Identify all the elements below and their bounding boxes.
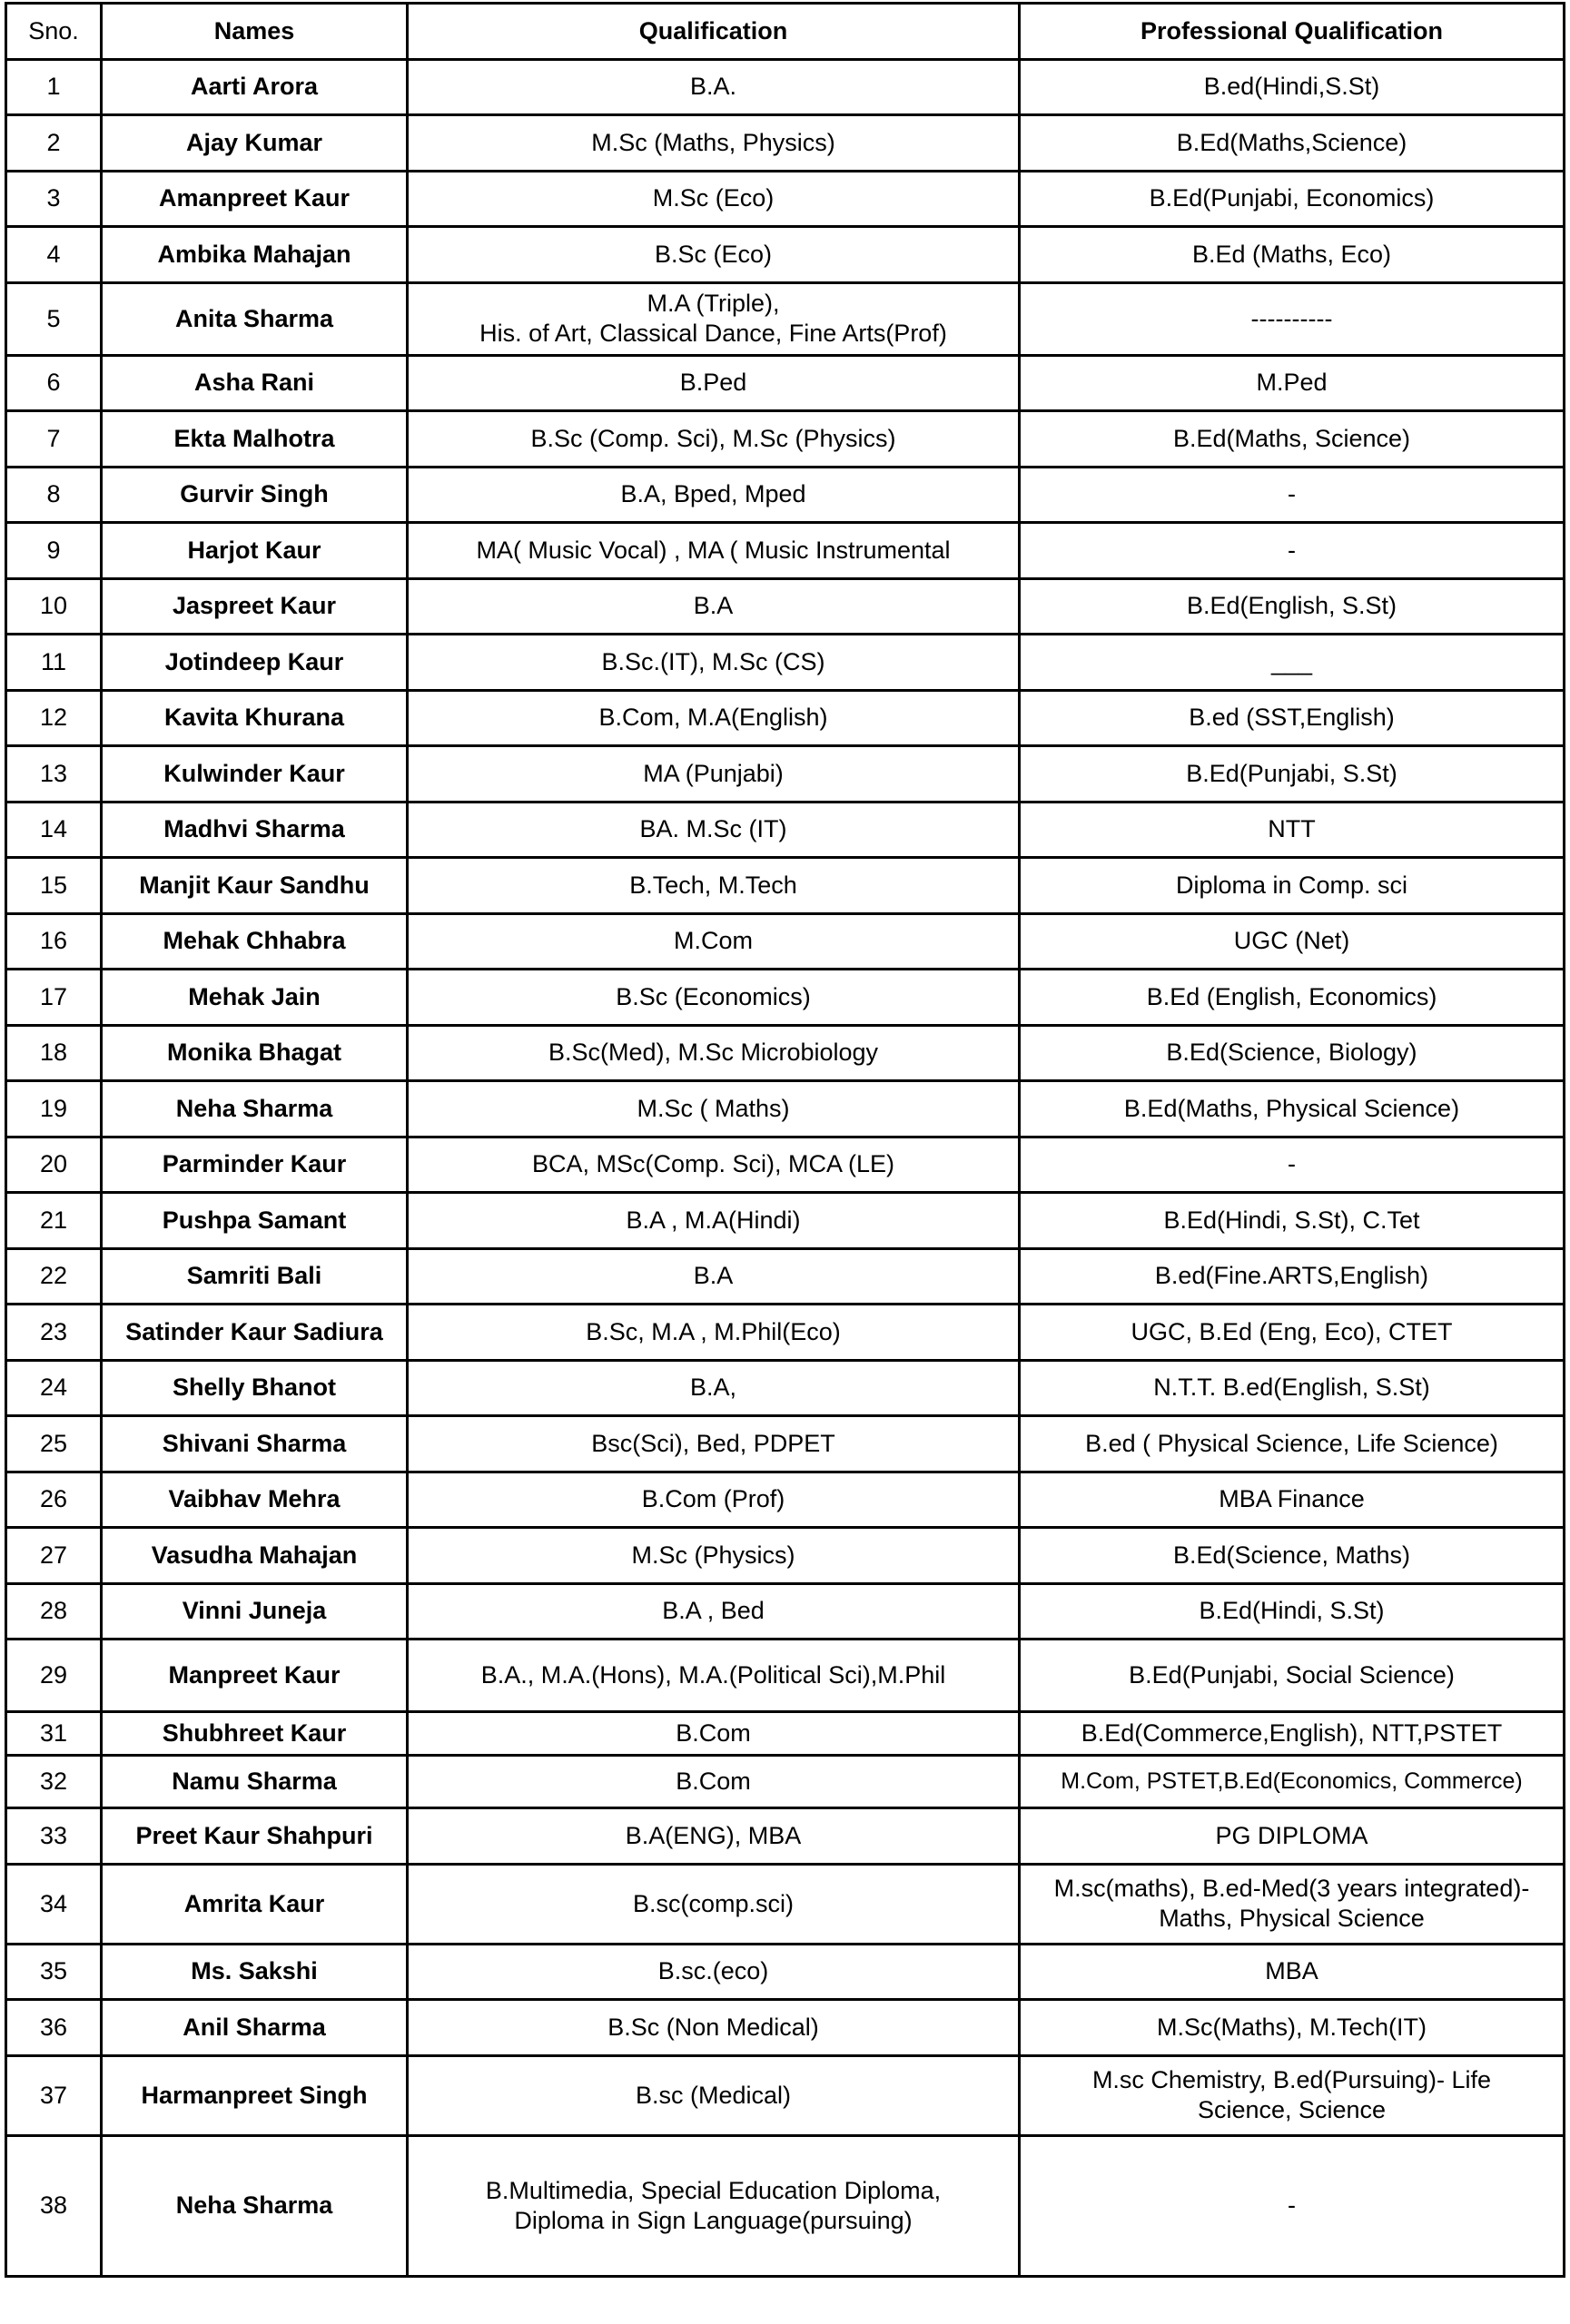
name-cell: Namu Sharma [102, 1756, 408, 1808]
qualification-cell [408, 2000, 1020, 2056]
qualification-text: B.Com [676, 1719, 751, 1748]
qualification-text: B.A(ENG), MBA [625, 1821, 802, 1849]
table-row [6, 970, 1565, 1026]
table-row [6, 1081, 1565, 1137]
sno-cell: 24 [6, 1360, 102, 1416]
professional-cell [1020, 1360, 1565, 1416]
table-row [6, 1248, 1565, 1305]
sno-cell: 17 [6, 970, 102, 1026]
qualification-text: B.Sc, M.A , M.Phil(Eco) [586, 1317, 841, 1345]
professional-cell [1020, 1864, 1565, 1944]
professional-cell [1020, 635, 1565, 691]
name-cell: Shubhreet Kaur [102, 1712, 408, 1756]
table-row [6, 690, 1565, 746]
qualification-text: M.Sc (Maths, Physics) [591, 128, 835, 156]
table-row [6, 1360, 1565, 1416]
professional-text: PG DIPLOMA [1215, 1821, 1368, 1849]
qualification-text: B.Tech, M.Tech [629, 871, 797, 899]
qualification-text: B.Multimedia, Special Education Diploma, Diploma in Sign Language(pursuing) [485, 2176, 942, 2234]
sno-cell: 26 [6, 1472, 102, 1528]
name-cell: Asha Rani [102, 355, 408, 411]
professional-text: B.ed(Fine.ARTS,English) [1154, 1262, 1429, 1290]
name-cell: Manjit Kaur Sandhu [102, 858, 408, 914]
qualification-cell [408, 802, 1020, 858]
name-cell: Pushpa Samant [102, 1193, 408, 1249]
name-cell: Neha Sharma [102, 2135, 408, 2276]
professional-cell [1020, 970, 1565, 1026]
name-cell: Ajay Kumar [102, 115, 408, 172]
name-cell: Madhvi Sharma [102, 802, 408, 858]
qualification-text: B.Com, M.A(English) [598, 704, 828, 732]
table-row [6, 802, 1565, 858]
professional-cell [1020, 1756, 1565, 1808]
sno-cell: 21 [6, 1193, 102, 1249]
qualification-text: B.A., M.A.(Hons), M.A.(Political Sci),M.Phil [480, 1661, 946, 1689]
sno-cell: 4 [6, 227, 102, 283]
professional-text: - [1288, 536, 1296, 564]
qualification-cell [408, 1137, 1020, 1193]
sno-cell: 13 [6, 746, 102, 803]
qualification-text: B.A [693, 1262, 734, 1290]
qualification-cell [408, 59, 1020, 115]
qualification-text: B.sc (Medical) [635, 2081, 792, 2109]
qualification-cell [408, 1583, 1020, 1640]
professional-cell [1020, 1305, 1565, 1361]
qualification-text: B.Com (Prof) [641, 1485, 785, 1513]
qualification-text: M.Com [674, 927, 753, 955]
sno-cell: 9 [6, 523, 102, 579]
professional-text: B.ed (SST,English) [1189, 704, 1395, 732]
professional-text: B.Ed(Punjabi, Social Science) [1129, 1661, 1455, 1689]
professional-cell [1020, 355, 1565, 411]
table-body [6, 59, 1565, 2276]
qualification-cell [408, 355, 1020, 411]
header-qualification: Qualification [408, 4, 1020, 60]
professional-cell [1020, 1583, 1565, 1640]
professional-cell [1020, 746, 1565, 803]
name-cell: Harjot Kaur [102, 523, 408, 579]
qualification-text: B.Sc.(IT), M.Sc (CS) [601, 647, 825, 675]
professional-cell [1020, 690, 1565, 746]
sno-cell: 18 [6, 1025, 102, 1081]
qualification-text: MA (Punjabi) [643, 759, 784, 787]
table-row [6, 1416, 1565, 1472]
sno-cell: 15 [6, 858, 102, 914]
professional-text: UGC, B.Ed (Eng, Eco), CTET [1131, 1317, 1453, 1345]
name-cell: Amanpreet Kaur [102, 171, 408, 227]
sno-cell: 8 [6, 467, 102, 523]
table-row [6, 1712, 1565, 1756]
professional-cell [1020, 1640, 1565, 1712]
qualification-cell [408, 411, 1020, 468]
qualification-cell [408, 1640, 1020, 1712]
professional-text: Diploma in Comp. sci [1175, 871, 1408, 899]
professional-text: B.Ed(Commerce,English), NTT,PSTET [1081, 1719, 1503, 1748]
sno-cell: 29 [6, 1640, 102, 1712]
header-professional-qualification: Professional Qualification [1020, 4, 1565, 60]
table-row [6, 2055, 1565, 2135]
professional-text: B.Ed(Maths, Science) [1172, 424, 1411, 452]
name-cell: Shivani Sharma [102, 1416, 408, 1472]
table-row [6, 467, 1565, 523]
name-cell: Ekta Malhotra [102, 411, 408, 468]
name-cell: Aarti Arora [102, 59, 408, 115]
qualification-text: BCA, MSc(Comp. Sci), MCA (LE) [531, 1150, 895, 1178]
name-cell: Samriti Bali [102, 1248, 408, 1305]
professional-cell [1020, 1528, 1565, 1584]
sno-cell: 10 [6, 578, 102, 635]
professional-text: M.Ped [1256, 369, 1328, 397]
name-cell: Vasudha Mahajan [102, 1528, 408, 1584]
table-row [6, 1305, 1565, 1361]
table-row [6, 282, 1565, 355]
professional-text: UGC (Net) [1233, 927, 1350, 955]
professional-cell [1020, 1416, 1565, 1472]
sno-cell: 32 [6, 1756, 102, 1808]
professional-text: ---------- [1250, 304, 1333, 332]
qualification-text: MA( Music Vocal) , MA ( Music Instrumental [476, 536, 951, 564]
professional-text: M.sc Chemistry, B.ed(Pursuing)- Life Science, Science [1091, 2066, 1492, 2123]
qualification-text: B.A , Bed [662, 1597, 765, 1625]
sno-cell: 28 [6, 1583, 102, 1640]
qualification-text: B.A [693, 592, 734, 620]
table-row [6, 2000, 1565, 2056]
qualification-cell [408, 282, 1020, 355]
name-cell: Gurvir Singh [102, 467, 408, 523]
name-cell: Mehak Jain [102, 970, 408, 1026]
sno-cell: 36 [6, 2000, 102, 2056]
qualification-cell [408, 1472, 1020, 1528]
professional-text: MBA Finance [1219, 1485, 1365, 1513]
table-row [6, 171, 1565, 227]
sno-cell: 22 [6, 1248, 102, 1305]
professional-text: - [1288, 480, 1296, 508]
name-cell: Satinder Kaur Sadiura [102, 1305, 408, 1361]
qualification-text: B.sc(comp.sci) [632, 1889, 795, 1917]
qualification-cell [408, 970, 1020, 1026]
qualification-cell [408, 1528, 1020, 1584]
name-cell: Anil Sharma [102, 2000, 408, 2056]
qualification-cell [408, 171, 1020, 227]
qualification-text: M.Sc (Physics) [631, 1541, 795, 1569]
sno-cell: 31 [6, 1712, 102, 1756]
qualification-text: BA. M.Sc (IT) [639, 815, 787, 843]
professional-text: B.Ed(Hindi, S.St) [1199, 1597, 1385, 1625]
name-cell: Kulwinder Kaur [102, 746, 408, 803]
name-cell: Parminder Kaur [102, 1137, 408, 1193]
qualification-cell [408, 227, 1020, 283]
table-row [6, 115, 1565, 172]
sno-cell: 27 [6, 1528, 102, 1584]
qualification-text: B.A , M.A(Hindi) [626, 1206, 801, 1234]
name-cell: Shelly Bhanot [102, 1360, 408, 1416]
professional-cell [1020, 2055, 1565, 2135]
professional-text: B.Ed (English, Economics) [1146, 982, 1437, 1010]
qualification-text: B.Sc (Economics) [616, 982, 811, 1010]
professional-text: - [1288, 2191, 1296, 2220]
table-row [6, 1472, 1565, 1528]
qualification-cell [408, 1864, 1020, 1944]
professional-text: M.Com, PSTET,B.Ed(Economics, Commerce) [1061, 1768, 1523, 1795]
name-cell: Vinni Juneja [102, 1583, 408, 1640]
qualification-cell [408, 1081, 1020, 1137]
professional-cell [1020, 578, 1565, 635]
qualification-text: M.Sc (Eco) [652, 184, 775, 212]
table-row [6, 1528, 1565, 1584]
professional-text: MBA [1265, 1957, 1318, 1985]
name-cell: Ambika Mahajan [102, 227, 408, 283]
sno-cell: 34 [6, 1864, 102, 1944]
name-cell: Amrita Kaur [102, 1864, 408, 1944]
qualification-cell [408, 858, 1020, 914]
name-cell: Jaspreet Kaur [102, 578, 408, 635]
qualification-cell [408, 578, 1020, 635]
sno-cell: 7 [6, 411, 102, 468]
sno-cell: 16 [6, 913, 102, 970]
qualification-cell [408, 746, 1020, 803]
table-row [6, 746, 1565, 803]
professional-cell [1020, 1944, 1565, 2000]
table-row [6, 913, 1565, 970]
sno-cell: 33 [6, 1808, 102, 1865]
table-row [6, 635, 1565, 691]
table-row [6, 1808, 1565, 1865]
professional-cell [1020, 59, 1565, 115]
sno-cell: 5 [6, 282, 102, 355]
qualification-text: M.A (Triple), His. of Art, Classical Dance, Fine Arts(Prof) [479, 290, 947, 347]
qualification-text: B.Sc (Comp. Sci), M.Sc (Physics) [530, 424, 896, 452]
qualification-text: B.Com [676, 1768, 751, 1796]
table-row [6, 355, 1565, 411]
qualification-text: B.sc.(eco) [657, 1957, 769, 1985]
professional-text: - [1288, 1150, 1296, 1178]
table-row [6, 411, 1565, 468]
qualification-text: B.Ped [679, 369, 747, 397]
name-cell: Harmanpreet Singh [102, 2055, 408, 2135]
professional-text: B.Ed(Punjabi, Economics) [1149, 184, 1435, 212]
professional-text: B.ed ( Physical Science, Life Science) [1085, 1429, 1498, 1457]
name-cell: Monika Bhagat [102, 1025, 408, 1081]
professional-cell [1020, 2135, 1565, 2276]
qualification-cell [408, 1944, 1020, 2000]
professional-cell [1020, 1137, 1565, 1193]
professional-text: B.ed(Hindi,S.St) [1203, 73, 1380, 101]
qualification-text: Bsc(Sci), Bed, PDPET [591, 1429, 835, 1457]
sno-cell: 37 [6, 2055, 102, 2135]
qualification-text: B.Sc (Non Medical) [607, 2013, 819, 2041]
name-cell: Anita Sharma [102, 282, 408, 355]
professional-text: B.Ed(Science, Biology) [1166, 1039, 1417, 1067]
sno-cell: 35 [6, 1944, 102, 2000]
professional-text: B.Ed(Hindi, S.St), C.Tet [1163, 1206, 1420, 1234]
qualification-text: B.A. [689, 73, 737, 101]
qualification-cell [408, 1025, 1020, 1081]
professional-text: B.Ed(Maths,Science) [1176, 128, 1407, 156]
table-row [6, 59, 1565, 115]
professional-text: B.Ed(Science, Maths) [1172, 1541, 1411, 1569]
sno-cell: 19 [6, 1081, 102, 1137]
table-row [6, 1864, 1565, 1944]
professional-cell [1020, 1025, 1565, 1081]
qualification-cell [408, 2055, 1020, 2135]
table-row [6, 523, 1565, 579]
name-cell: Kavita Khurana [102, 690, 408, 746]
qualification-text: B.A, Bped, Mped [620, 480, 806, 508]
professional-text: B.Ed (Maths, Eco) [1191, 240, 1392, 268]
professional-cell [1020, 227, 1565, 283]
sno-cell: 2 [6, 115, 102, 172]
table-row [6, 1137, 1565, 1193]
table-row [6, 1193, 1565, 1249]
professional-text: ___ [1270, 647, 1313, 675]
qualification-cell [408, 635, 1020, 691]
qualification-cell [408, 1248, 1020, 1305]
professional-cell [1020, 802, 1565, 858]
name-cell: Neha Sharma [102, 1081, 408, 1137]
professional-cell [1020, 523, 1565, 579]
professional-cell [1020, 2000, 1565, 2056]
header-sno: Sno. [6, 4, 102, 60]
name-cell: Ms. Sakshi [102, 1944, 408, 2000]
professional-text: M.sc(maths), B.ed-Med(3 years integrated)- Maths, Physical Science [1053, 1875, 1530, 1932]
sno-cell: 3 [6, 171, 102, 227]
professional-text: NTT [1268, 815, 1316, 843]
table-row [6, 1583, 1565, 1640]
staff-qualification-table [5, 2, 1565, 2278]
name-cell: Vaibhav Mehra [102, 1472, 408, 1528]
professional-text: B.Ed(Punjabi, S.St) [1186, 759, 1397, 787]
sno-cell: 23 [6, 1305, 102, 1361]
professional-cell [1020, 1248, 1565, 1305]
table-row [6, 858, 1565, 914]
header-row [6, 4, 1565, 60]
qualification-text: B.A, [689, 1374, 737, 1402]
professional-cell [1020, 1081, 1565, 1137]
table-row [6, 2135, 1565, 2276]
qualification-cell [408, 1712, 1020, 1756]
professional-text: B.Ed(Maths, Physical Science) [1123, 1094, 1460, 1122]
professional-cell [1020, 411, 1565, 468]
header-names: Names [102, 4, 408, 60]
sno-cell: 20 [6, 1137, 102, 1193]
sno-cell: 25 [6, 1416, 102, 1472]
qualification-cell [408, 1808, 1020, 1865]
qualification-cell [408, 1305, 1020, 1361]
qualification-cell [408, 1360, 1020, 1416]
table-row [6, 1025, 1565, 1081]
qualification-cell [408, 115, 1020, 172]
professional-cell [1020, 1808, 1565, 1865]
sno-cell: 1 [6, 59, 102, 115]
table-row [6, 578, 1565, 635]
table-row [6, 1756, 1565, 1808]
professional-text: B.Ed(English, S.St) [1186, 592, 1397, 620]
professional-cell [1020, 115, 1565, 172]
professional-cell [1020, 913, 1565, 970]
qualification-text: B.Sc(Med), M.Sc Microbiology [548, 1039, 879, 1067]
professional-cell [1020, 467, 1565, 523]
professional-cell [1020, 1712, 1565, 1756]
sno-cell: 12 [6, 690, 102, 746]
professional-cell [1020, 858, 1565, 914]
qualification-text: M.Sc ( Maths) [637, 1094, 790, 1122]
name-cell: Jotindeep Kaur [102, 635, 408, 691]
professional-cell [1020, 282, 1565, 355]
table-row [6, 1640, 1565, 1712]
qualification-cell [408, 690, 1020, 746]
name-cell: Preet Kaur Shahpuri [102, 1808, 408, 1865]
professional-cell [1020, 1472, 1565, 1528]
sno-cell: 38 [6, 2135, 102, 2276]
qualification-cell [408, 913, 1020, 970]
professional-cell [1020, 171, 1565, 227]
qualification-cell [408, 2135, 1020, 2276]
professional-text: M.Sc(Maths), M.Tech(IT) [1156, 2013, 1427, 2041]
sno-cell: 14 [6, 802, 102, 858]
qualification-cell [408, 1416, 1020, 1472]
professional-cell [1020, 1193, 1565, 1249]
table-row [6, 1944, 1565, 2000]
sno-cell: 11 [6, 635, 102, 691]
qualification-cell [408, 523, 1020, 579]
name-cell: Mehak Chhabra [102, 913, 408, 970]
table-row [6, 227, 1565, 283]
sno-cell: 6 [6, 355, 102, 411]
professional-text: N.T.T. B.ed(English, S.St) [1153, 1374, 1430, 1402]
qualification-text: B.Sc (Eco) [654, 240, 773, 268]
qualification-cell [408, 467, 1020, 523]
name-cell: Manpreet Kaur [102, 1640, 408, 1712]
qualification-cell [408, 1193, 1020, 1249]
qualification-cell [408, 1756, 1020, 1808]
